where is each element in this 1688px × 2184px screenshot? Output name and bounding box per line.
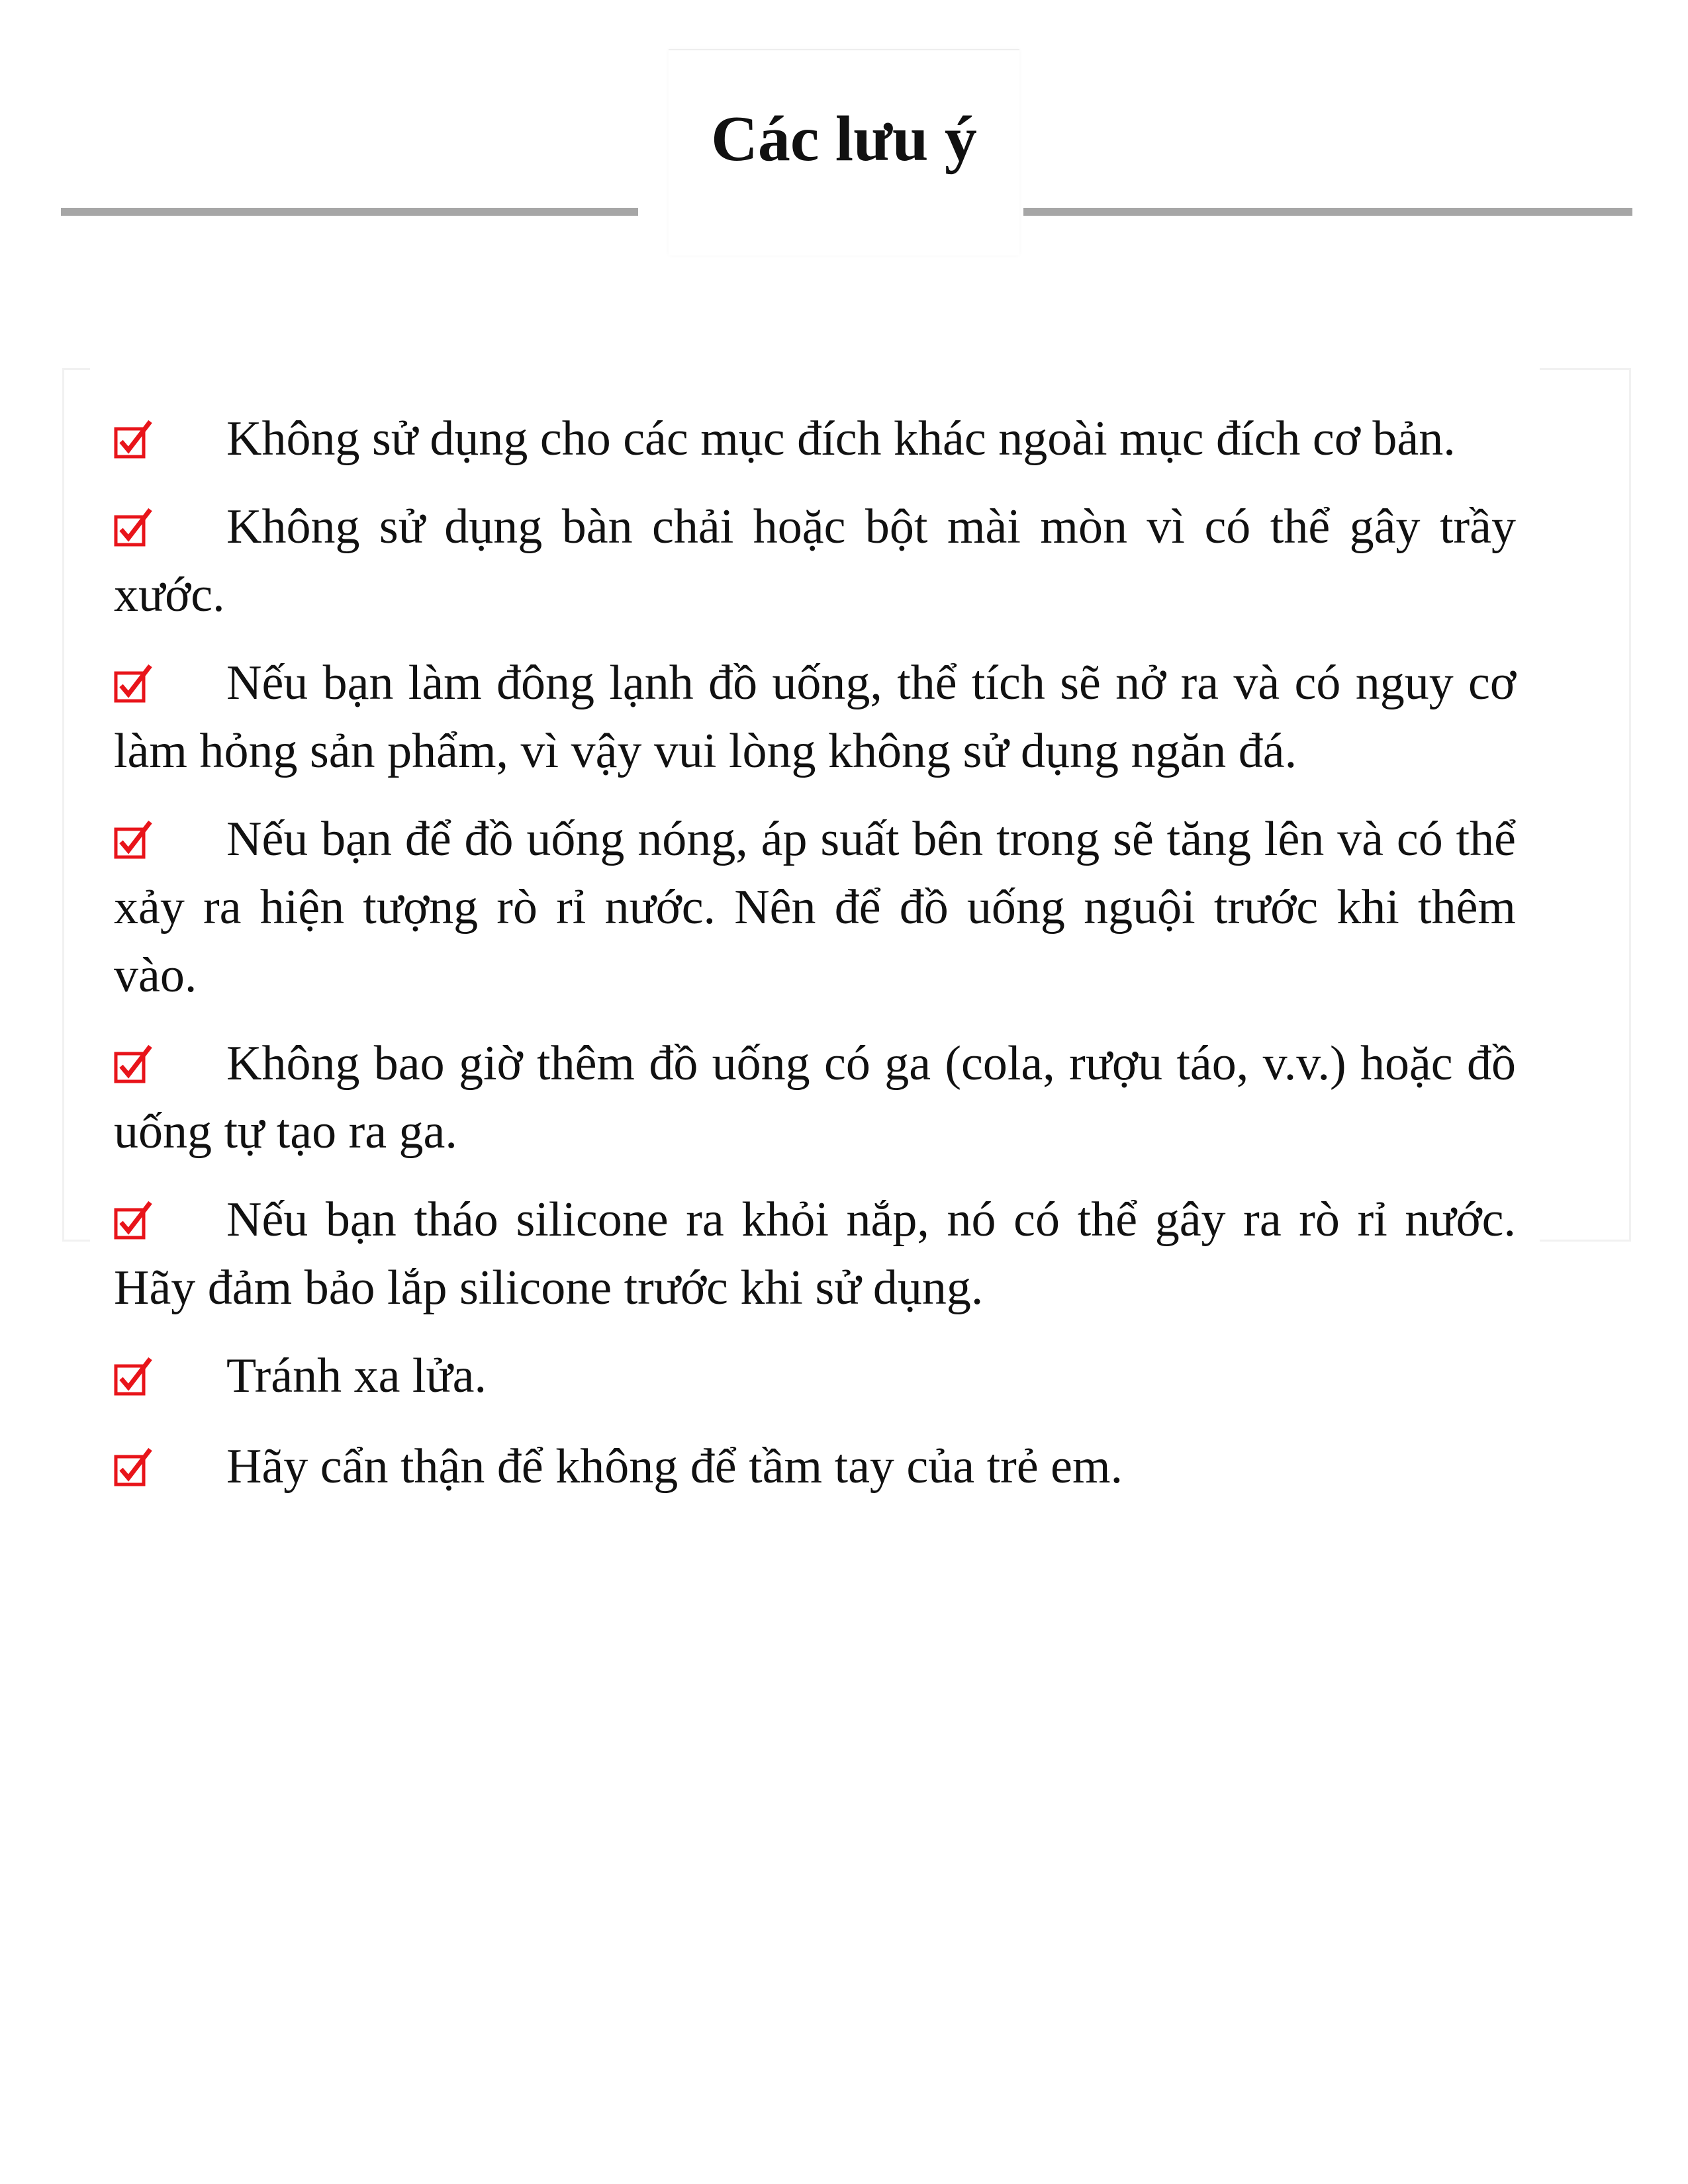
list-item: [114, 649, 1516, 786]
note-text: Nếu bạn tháo silicone ra khỏi nắp, nó có thể gây ra rò rỉ nước. Hãy đảm bảo lắp silicone trước khi sử dụng.: [114, 1193, 1516, 1315]
header-rule-right: [1023, 208, 1632, 216]
note-text: Không sử dụng cho các mục đích khác ngoài mục đích cơ bản.: [226, 412, 1456, 466]
checkbox-checked-icon: [114, 1044, 154, 1083]
checkbox-checked-icon: [114, 663, 154, 703]
list-item: [114, 1030, 1516, 1166]
note-text: Không bao giờ thêm đồ uống có ga (cola, rượu táo, v.v.) hoặc đồ uống tự tạo ra ga.: [114, 1036, 1516, 1159]
note-text: Nếu bạn để đồ uống nóng, áp suất bên trong sẽ tăng lên và có thể xảy ra hiện tượng rò rỉ nước. Nên để đồ uống nguội trước khi thêm vào.: [114, 812, 1516, 1003]
list-item: [114, 1433, 1516, 1501]
checkbox-checked-icon: [114, 507, 154, 547]
frame-gap-top: [90, 364, 1540, 373]
checkbox-checked-icon: [114, 1356, 154, 1396]
note-text: Hãy cẩn thận để không để tầm tay của trẻ em.: [226, 1439, 1123, 1494]
list-item: [114, 805, 1516, 1010]
header-rule-left: [61, 208, 638, 216]
list-item: [114, 1186, 1516, 1322]
note-text: Không sử dụng bàn chải hoặc bột mài mòn vì có thể gây trầy xước.: [114, 500, 1516, 622]
checkbox-checked-icon: [114, 819, 154, 859]
checkbox-checked-icon: [114, 1447, 154, 1486]
list-item: [114, 1342, 1516, 1410]
checkbox-checked-icon: [114, 419, 154, 459]
note-text: Tránh xa lửa.: [226, 1349, 487, 1403]
list-item: [114, 405, 1516, 473]
list-item: [114, 493, 1516, 629]
note-text: Nếu bạn làm đông lạnh đồ uống, thể tích sẽ nở ra và có nguy cơ làm hỏng sản phẩm, vì vậy vui lòng không sử dụng ngăn đá.: [114, 656, 1516, 778]
notes-list: [114, 405, 1516, 1521]
page-title: Các lưu ý: [711, 103, 977, 175]
checkbox-checked-icon: [114, 1200, 154, 1240]
